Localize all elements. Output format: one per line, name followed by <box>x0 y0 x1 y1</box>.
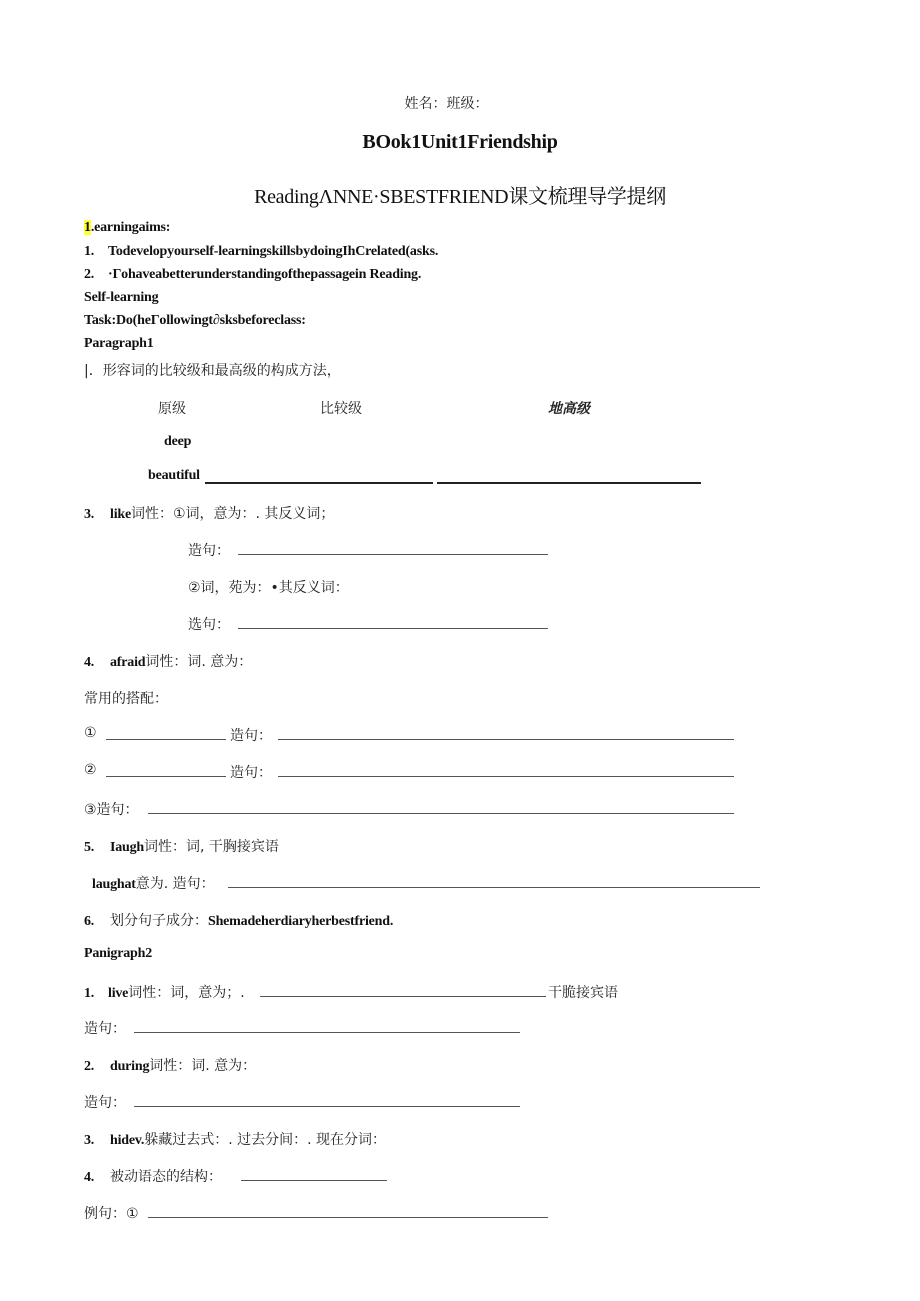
p2-example-label: 例句：① <box>84 1206 139 1222</box>
collocation-1-sentence-blank[interactable] <box>278 739 734 740</box>
common-collocations: 常用的搭配： <box>84 691 168 707</box>
p2-q1-live: 1. live词性：词，意为；. <box>84 985 245 1001</box>
p2-q1-sentence-label: 造句： <box>84 1021 126 1037</box>
q3-sentence-label-1: 造句： <box>188 543 230 559</box>
p2-q2-sentence-blank[interactable] <box>134 1106 520 1107</box>
p2-q2-during: 2. during词性：词. 意为： <box>84 1058 257 1074</box>
collocation-2-blank[interactable] <box>106 776 226 777</box>
row-deep: deep <box>164 434 192 449</box>
q6-sentence-parts: 6. 划分句子成分：Shemadeherdiaryherbestfriend. <box>84 913 394 929</box>
task-label: Task:Do(heΓollowingt∂sksbeforeclass: <box>84 313 306 328</box>
collocation-1-sentence-label: 造句： <box>230 728 272 744</box>
header-base-form: 原级 <box>158 401 186 417</box>
aims-highlight: 1 <box>84 220 91 235</box>
q3-sentence-blank-1[interactable] <box>238 554 548 555</box>
p2-q2-sentence-label: 造句： <box>84 1095 126 1111</box>
paragraph2-heading: Panigraph2 <box>84 946 153 961</box>
learning-aims-heading <box>84 220 170 236</box>
q1-comparatives: |．形容词的比较级和最高级的构成方法， <box>84 363 341 379</box>
p2-q1-blank[interactable] <box>260 996 546 997</box>
q3-sentence-blank-2[interactable] <box>238 628 548 629</box>
aim-item-1: 1. Todevelopyourself-learningskillsbydoingIhCrelated(asks. <box>84 244 439 259</box>
laughat-sentence-blank[interactable] <box>228 887 760 888</box>
p2-q4-passive: 4. 被动语态的结构： <box>84 1169 222 1185</box>
collocation-2-sentence-label: 造句： <box>230 765 272 781</box>
page-title: BOok1Unit1Friendship <box>362 131 558 153</box>
collocation-3-sentence-label: ③造句： <box>84 802 139 818</box>
q3-like: 3. like词性：①词，意为：. 其反义词； <box>84 506 335 522</box>
collocation-3-sentence-blank[interactable] <box>148 813 734 814</box>
q3-sentence-label-2: 选句： <box>188 617 230 633</box>
collocation-1-blank[interactable] <box>106 739 226 740</box>
p2-example-blank[interactable] <box>148 1217 548 1218</box>
paragraph1-heading: Paragraph1 <box>84 336 154 351</box>
collocation-2-sentence-blank[interactable] <box>278 776 734 777</box>
laughat-line: laughat意为. 造句： <box>92 876 215 892</box>
p2-q1-sentence-blank[interactable] <box>134 1032 520 1033</box>
p2-q3-hide: 3. hidev.躲藏过去式：. 过去分间：. 现在分词： <box>84 1132 387 1148</box>
row-beautiful: beautiful <box>148 468 200 483</box>
header-comparative: 比较级 <box>320 401 362 417</box>
q4-afraid: 4. afraid词性：词. 意为： <box>84 654 253 670</box>
collocation-1-mark: ① <box>84 725 97 741</box>
page-subtitle: ReadingΛNNE·SBESTFRIEND课文梳理导学提纲 <box>254 186 666 208</box>
self-learning-label: Self-learning <box>84 290 159 305</box>
aims-heading-rest: .earningaims: <box>90 220 171 235</box>
header-superlative: 地高级 <box>548 401 590 417</box>
blank-superlative[interactable] <box>437 482 701 484</box>
aim-item-2: 2. ·Γohaveabetterunderstandingofthepassagein Reading. <box>84 267 422 282</box>
name-class-line: 姓名：班级： <box>404 96 489 112</box>
q5-laugh: 5. Iaugh词性：词, 干胸接宾语 <box>84 839 279 855</box>
p2-q4-blank[interactable] <box>241 1180 387 1181</box>
collocation-2-mark: ② <box>84 762 97 778</box>
p2-q1-tail: 干脆接宾语 <box>548 985 618 1001</box>
q3-line2: ②词，苑为：•其反义词： <box>188 580 349 596</box>
blank-comparative[interactable] <box>205 482 433 484</box>
